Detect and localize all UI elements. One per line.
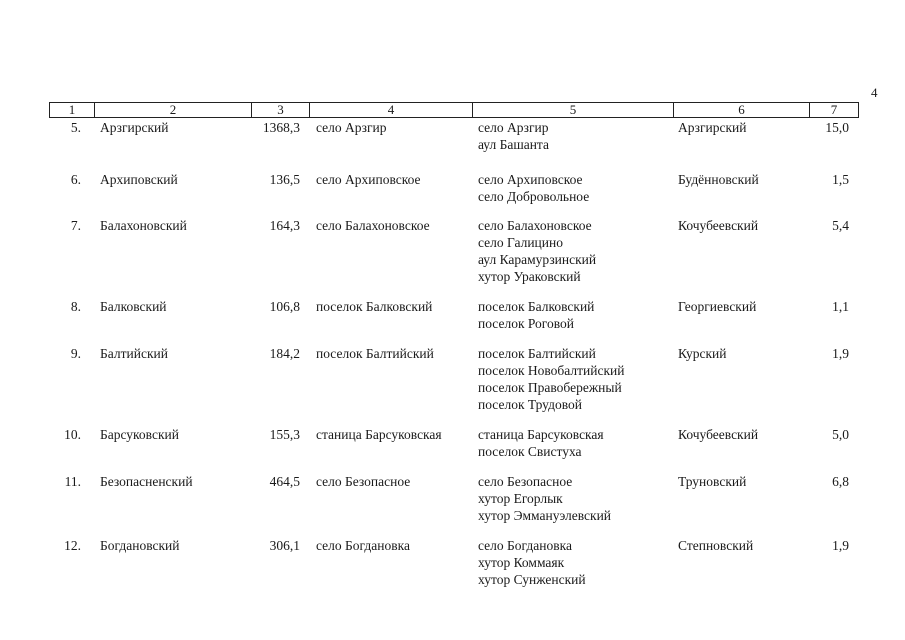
admin-center: село Архиповское <box>316 172 421 187</box>
row-number: 10. <box>64 427 81 442</box>
admin-center: село Арзгир <box>316 120 387 135</box>
row-number: 9. <box>70 346 81 361</box>
settlement: поселок Новобалтийский <box>478 363 625 378</box>
settlement: поселок Балтийский <box>478 346 596 361</box>
row-number: 7. <box>70 218 81 233</box>
column-7-value: 15,0 <box>825 120 849 135</box>
settlement: село Галицино <box>478 235 563 250</box>
district-name: Труновский <box>678 474 747 489</box>
settlement: хутор Егорлык <box>478 491 563 506</box>
settlement-list <box>478 473 611 524</box>
row-number: 11. <box>64 474 81 489</box>
district-name: Степновский <box>678 538 754 553</box>
settlement: поселок Свистуха <box>478 444 582 459</box>
column-7-value: 1,5 <box>832 172 849 187</box>
row-number: 6. <box>70 172 81 187</box>
admin-center: поселок Балтийский <box>316 346 434 361</box>
area-value: 1368,3 <box>262 120 300 135</box>
settlement: село Богдановка <box>478 538 572 553</box>
row-number: 5. <box>70 120 81 135</box>
admin-center: станица Барсуковская <box>316 427 442 442</box>
column-header-1: 1 <box>50 103 95 118</box>
column-7-value: 1,1 <box>832 299 849 314</box>
column-7-value: 6,8 <box>832 474 849 489</box>
area-value: 155,3 <box>269 427 300 442</box>
municipality-name: Арзгирский <box>100 120 169 135</box>
column-header-2: 2 <box>95 103 252 118</box>
municipality-name: Безопасненский <box>100 474 193 489</box>
settlement: хутор Ураковский <box>478 269 581 284</box>
district-name: Георгиевский <box>678 299 757 314</box>
settlement-list <box>478 426 604 460</box>
page-number: 4 <box>871 85 878 100</box>
admin-center: село Балахоновское <box>316 218 430 233</box>
area-value: 164,3 <box>269 218 300 233</box>
admin-center: село Безопасное <box>316 474 411 489</box>
settlement-list <box>478 298 594 332</box>
settlement: аул Башанта <box>478 137 549 152</box>
settlement: село Добровольное <box>478 189 590 204</box>
settlement: хутор Эммануэлевский <box>478 508 612 523</box>
settlement: поселок Балковский <box>478 299 595 314</box>
settlement: аул Карамурзинский <box>478 252 597 267</box>
area-value: 464,5 <box>269 474 300 489</box>
district-name: Курский <box>678 346 727 361</box>
settlement-list <box>478 119 549 153</box>
column-header-7: 7 <box>810 103 859 118</box>
settlement: село Архиповское <box>478 172 583 187</box>
column-header-row <box>50 103 859 118</box>
settlement: станица Барсуковская <box>478 427 604 442</box>
settlement: село Арзгир <box>478 120 549 135</box>
column-7-value: 1,9 <box>832 346 849 361</box>
column-header-6: 6 <box>674 103 810 118</box>
column-7-value: 5,4 <box>832 218 849 233</box>
area-value: 306,1 <box>269 538 300 553</box>
settlement: хутор Коммаяк <box>478 555 565 570</box>
district-name: Будённовский <box>678 172 759 187</box>
admin-center: поселок Балковский <box>316 299 433 314</box>
settlement: поселок Правобережный <box>478 380 622 395</box>
settlement: село Балахоновское <box>478 218 592 233</box>
area-value: 184,2 <box>269 346 300 361</box>
municipality-name: Балковский <box>100 299 167 314</box>
column-header-4: 4 <box>310 103 473 118</box>
area-value: 106,8 <box>269 299 300 314</box>
municipality-name: Богдановский <box>100 538 180 553</box>
district-name: Кочубеевский <box>678 218 759 233</box>
settlement-list <box>478 217 596 285</box>
column-header-table <box>49 102 859 118</box>
settlement-list <box>478 537 586 588</box>
column-7-value: 5,0 <box>832 427 849 442</box>
settlement: поселок Трудовой <box>478 397 582 412</box>
district-name: Кочубеевский <box>678 427 759 442</box>
municipality-name: Балахоновский <box>100 218 187 233</box>
row-number: 8. <box>70 299 81 314</box>
settlement: хутор Сунженский <box>478 572 586 587</box>
settlement-list <box>478 345 624 413</box>
settlement: поселок Роговой <box>478 316 575 331</box>
row-number: 12. <box>64 538 81 553</box>
district-name: Арзгирский <box>678 120 747 135</box>
settlement-list <box>478 171 589 205</box>
column-header-3: 3 <box>252 103 310 118</box>
municipality-name: Барсуковский <box>100 427 179 442</box>
column-7-value: 1,9 <box>832 538 849 553</box>
admin-center: село Богдановка <box>316 538 410 553</box>
area-value: 136,5 <box>269 172 300 187</box>
municipality-name: Архиповский <box>100 172 178 187</box>
municipality-name: Балтийский <box>100 346 168 361</box>
column-header-5: 5 <box>473 103 674 118</box>
settlement: село Безопасное <box>478 474 573 489</box>
